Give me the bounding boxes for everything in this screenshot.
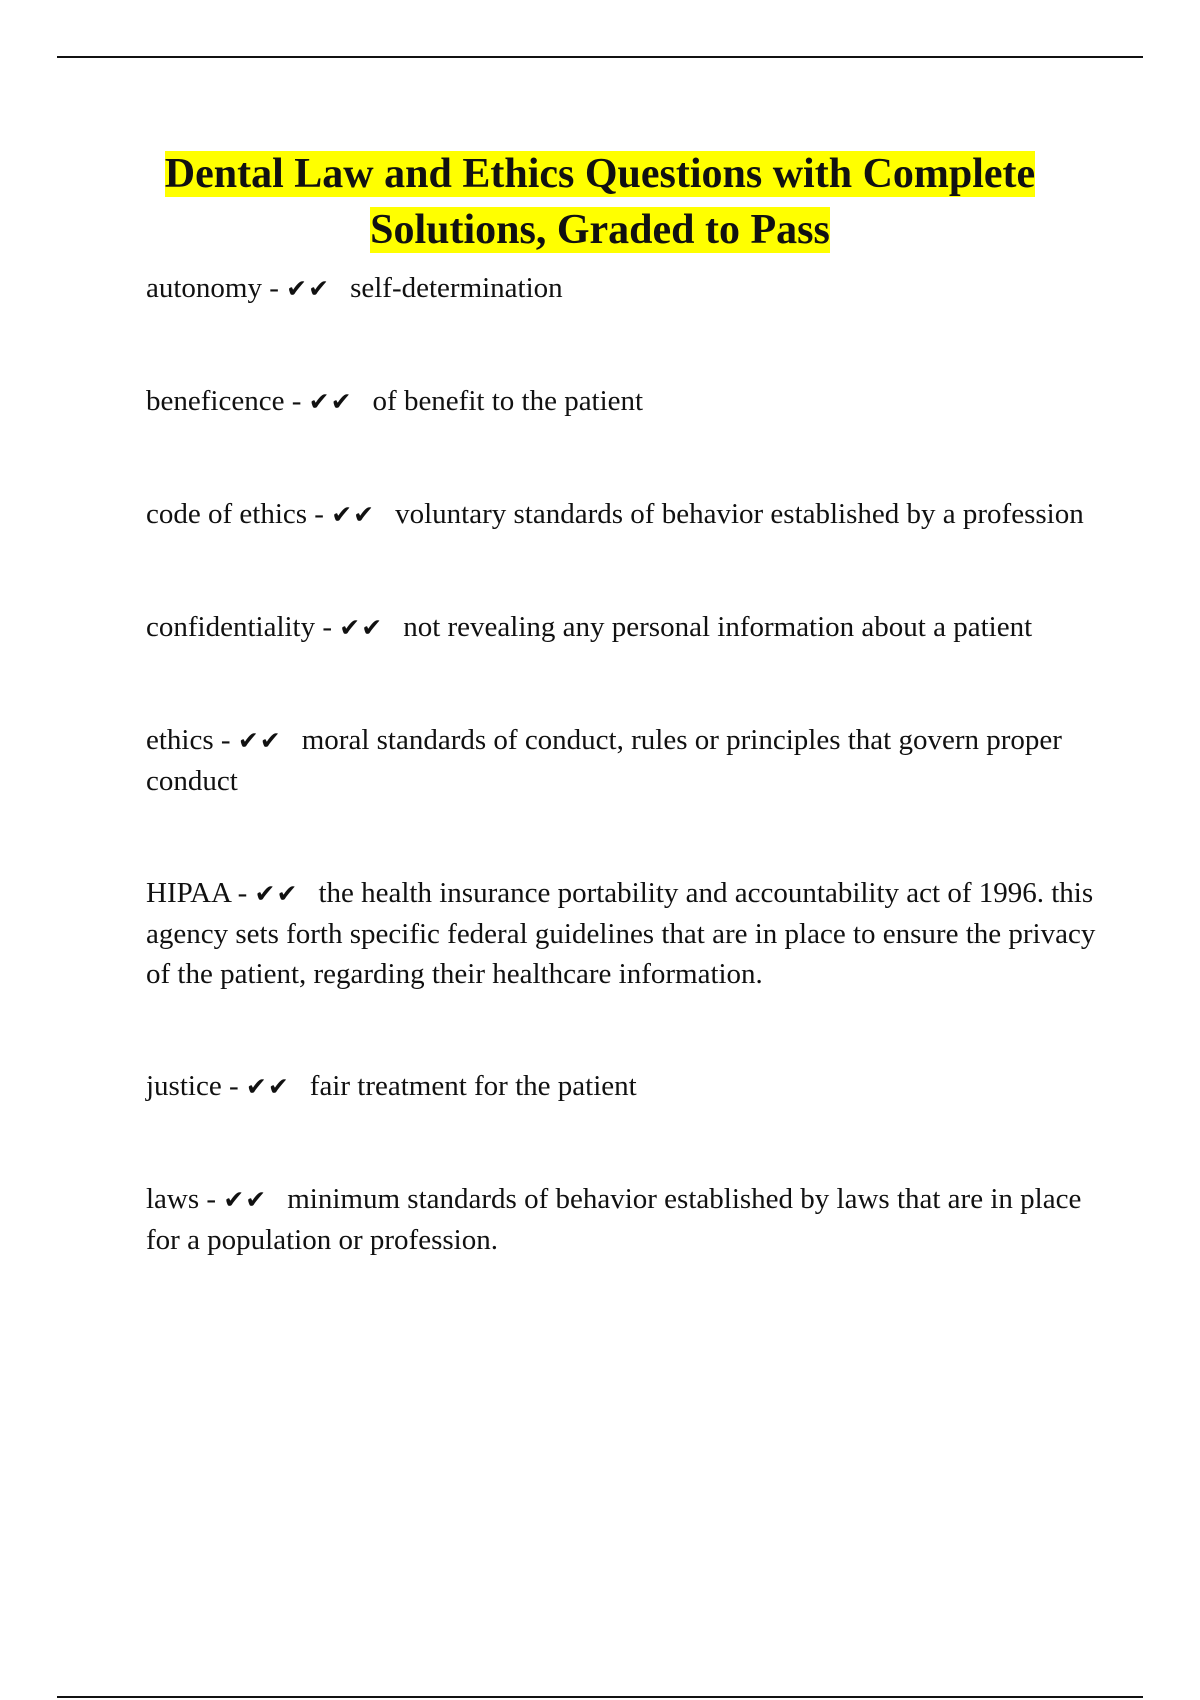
- double-check-icon: ✔✔: [245, 1072, 290, 1101]
- double-check-icon: ✔✔: [308, 387, 353, 416]
- separator: -: [284, 385, 309, 417]
- separator: -: [262, 272, 287, 304]
- title-line-1: Dental Law and Ethics Questions with Complete: [164, 151, 1036, 197]
- definitions-list: [146, 268, 1096, 1332]
- entry-definition: moral standards of conduct, rules or principles that govern proper conduct: [146, 724, 1062, 797]
- double-check-icon: ✔✔: [223, 1185, 268, 1214]
- entry-term: autonomy: [146, 272, 262, 304]
- entry-term: confidentiality: [146, 611, 316, 643]
- top-rule: [57, 56, 1143, 58]
- double-check-icon: ✔✔: [331, 500, 376, 529]
- separator: -: [213, 724, 238, 756]
- list-item: [146, 607, 1096, 648]
- bottom-rule: [57, 1696, 1143, 1698]
- separator: -: [199, 1183, 224, 1215]
- double-check-icon: ✔✔: [339, 613, 384, 642]
- entry-term: code of ethics: [146, 498, 308, 530]
- entry-definition: the health insurance portability and accountability act of 1996. this agency sets forth specific federal guidelines that are in place to ensure the privacy of the patient, regarding their healthcare information.: [146, 877, 1096, 990]
- list-item: [146, 873, 1096, 994]
- entry-definition: fair treatment for the patient: [309, 1070, 637, 1102]
- entry-definition: of benefit to the patient: [372, 385, 644, 417]
- entry-term: ethics: [146, 724, 214, 756]
- double-check-icon: ✔✔: [286, 274, 331, 303]
- entry-term: HIPAA: [146, 877, 231, 909]
- entry-term: justice: [146, 1070, 222, 1102]
- separator: -: [307, 498, 332, 530]
- list-item: [146, 381, 1096, 422]
- entry-definition: not revealing any personal information about a patient: [403, 611, 1033, 643]
- entry-term: beneficence: [146, 385, 285, 417]
- entry-definition: self-determination: [350, 272, 563, 304]
- page-title: [100, 146, 1100, 258]
- double-check-icon: ✔✔: [254, 879, 299, 908]
- title-line-2: Solutions, Graded to Pass: [370, 207, 830, 253]
- list-item: [146, 494, 1096, 535]
- list-item: [146, 268, 1096, 309]
- entry-definition: minimum standards of behavior established by laws that are in place for a population or profession.: [146, 1183, 1082, 1256]
- list-item: [146, 1179, 1096, 1260]
- separator: -: [221, 1070, 246, 1102]
- entry-term: laws: [146, 1183, 200, 1215]
- separator: -: [230, 877, 255, 909]
- separator: -: [315, 611, 340, 643]
- double-check-icon: ✔✔: [237, 726, 282, 755]
- entry-definition: voluntary standards of behavior established by a profession: [395, 498, 1084, 530]
- list-item: [146, 1066, 1096, 1107]
- list-item: [146, 720, 1096, 801]
